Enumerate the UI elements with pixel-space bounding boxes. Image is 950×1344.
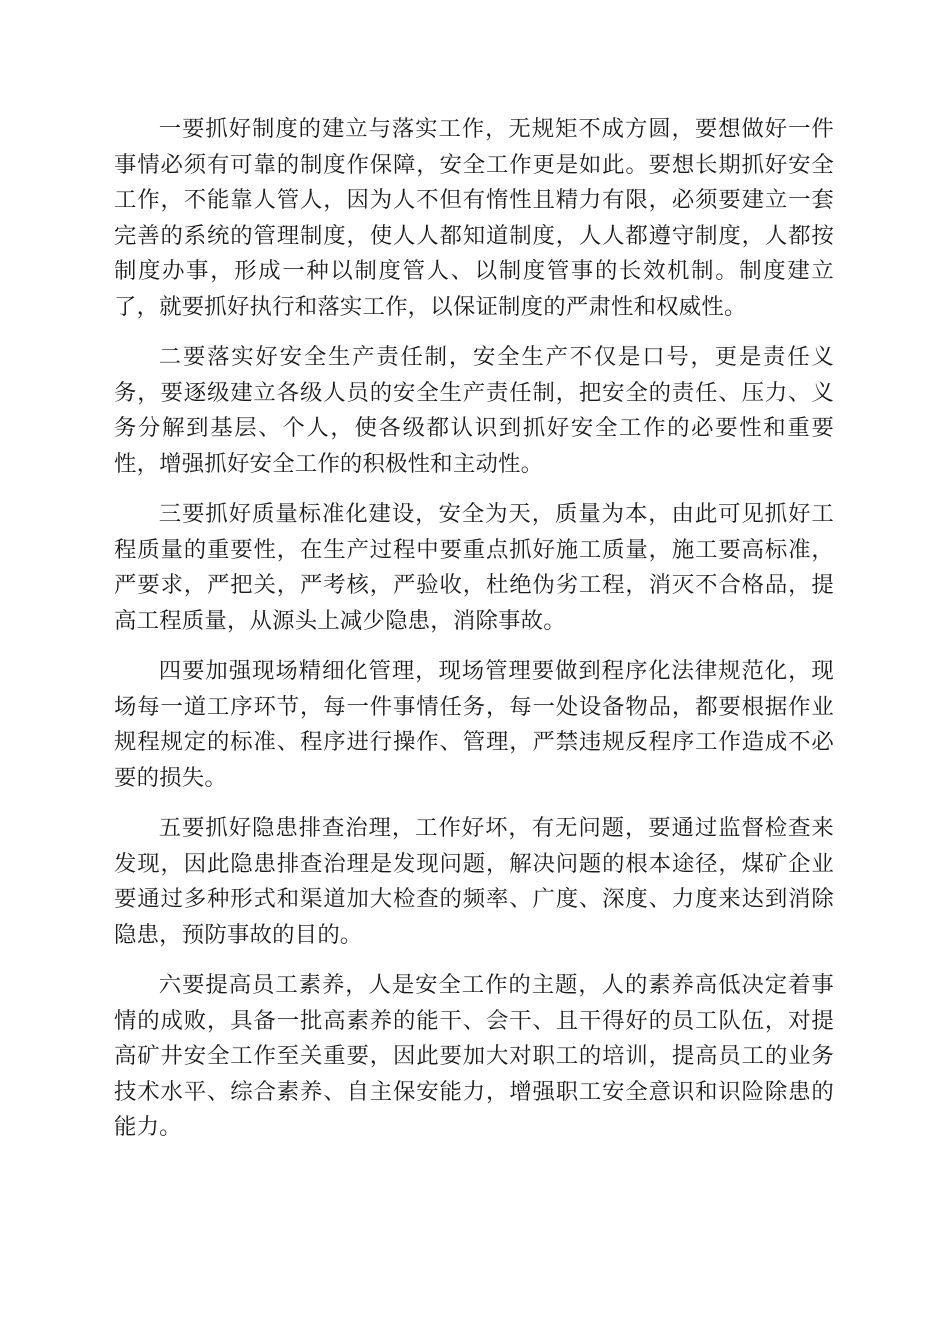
paragraph-4: 四要加强现场精细化管理，现场管理要做到程序化法律规范化，现场每一道工序环节，每一件事情任务，每一处设备物品，都要根据作业规程规定的标准、程序进行操作、管理，严禁违规反程序工作造成不必要的损失。 (114, 658, 834, 791)
paragraph-6: 六要提高员工素养，人是安全工作的主题，人的素养高低决定着事情的成败，具备一批高素养的能干、会干、且干得好的员工队伍，对提高矿井安全工作至关重要，因此要加大对职工的培训，提高员工的业务技术水平、综合素养、自主保安能力，增强职工安全意识和识险除患的能力。 (114, 972, 834, 1140)
paragraph-3: 三要抓好质量标准化建设，安全为天，质量为本，由此可见抓好工程质量的重要性，在生产过程中要重点抓好施工质量，施工要高标准，严要求，严把关，严考核，严验收，杜绝伪劣工程，消灭不合格品，提高工程质量，从源头上减少隐患，消除事故。 (114, 501, 834, 634)
paragraph-1: 一要抓好制度的建立与落实工作，无规矩不成方圆，要想做好一件事情必须有可靠的制度作保障，安全工作更是如此。要想长期抓好安全工作，不能靠人管人，因为人不但有惰性且精力有限，必须要建立一套完善的系统的管理制度，使人人都知道制度，人人都遵守制度，人都按制度办事，形成一种以制度管人、以制度管事的长效机制。制度建立了，就要抓好执行和落实工作，以保证制度的严肃性和权威性。 (114, 116, 834, 320)
paragraph-2: 二要落实好安全生产责任制，安全生产不仅是口号，更是责任义务，要逐级建立各级人员的安全生产责任制，把安全的责任、压力、义务分解到基层、个人，使各级都认识到抓好安全工作的必要性和重要性，增强抓好安全工作的积极性和主动性。 (114, 344, 834, 477)
document-body (114, 112, 834, 1161)
paragraph-5: 五要抓好隐患排查治理，工作好坏，有无问题，要通过监督检查来发现，因此隐患排查治理是发现问题，解决问题的根本途径，煤矿企业要通过多种形式和渠道加大检查的频率、广度、深度、力度来达到消除隐患，预防事故的目的。 (114, 815, 834, 948)
